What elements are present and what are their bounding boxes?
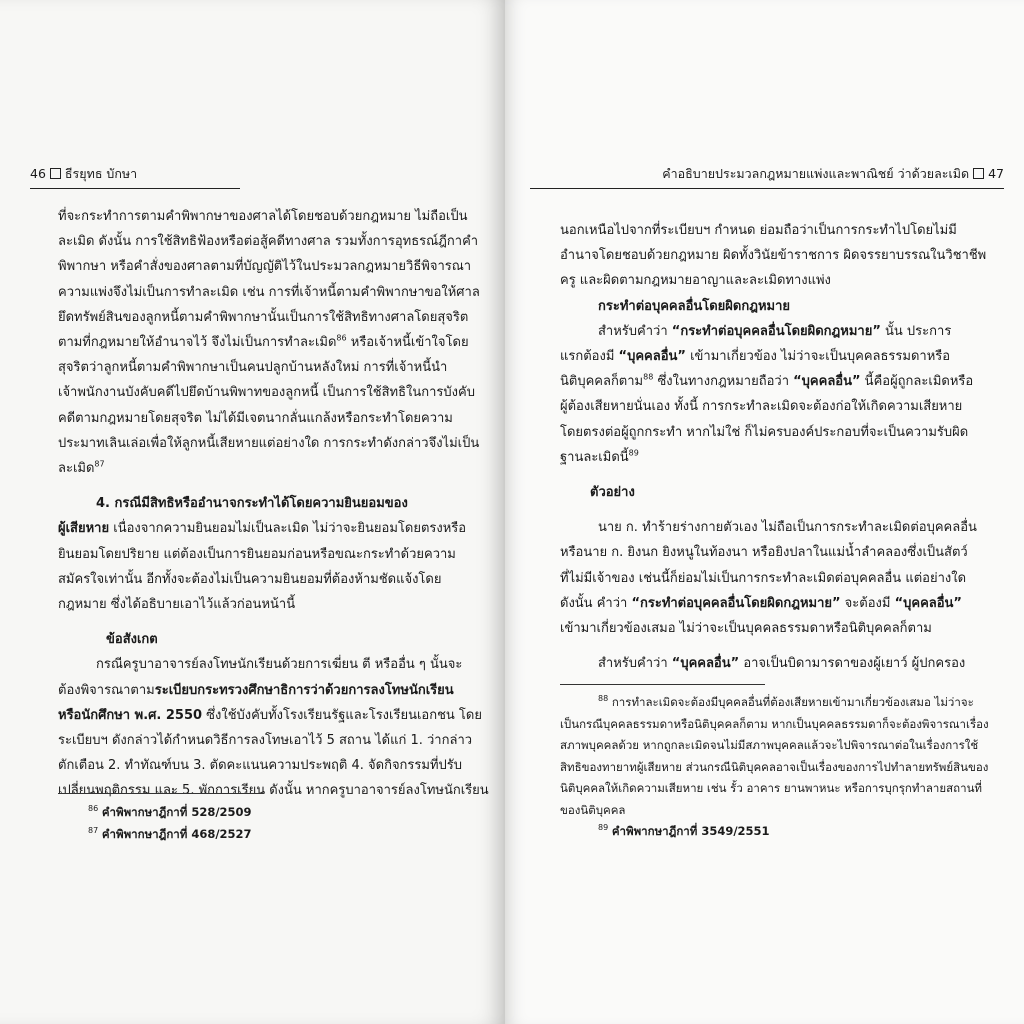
body-line: ฐานละเมิดนี้$^{89}$ [560,448,639,465]
left-running-header [30,164,240,189]
footnote-ref: 88 [643,372,654,382]
right-page-number: 47 [988,166,1004,181]
footnote: $^{89}$ คำพิพากษาฎีกาที่ 3549/2551 [598,823,770,838]
body-line: สำหรับคำว่า “กระทำต่อบุคคลอื่นโดยผิดกฎหมาย” นั้น ประการ [598,323,952,339]
left-body [58,204,499,804]
square-ornament-icon [50,168,61,179]
body-line: ที่ไม่มีเจ้าของ เช่นนี้ก็ย่อมไม่เป็นการกระทำละเมิดต่อบุคคลอื่น แต่อย่างใด [560,570,967,586]
footnote-line: เป็นกรณีบุคคลธรรมดาหรือนิติบุคคลก็ตาม หากเป็นบุคคลธรรมดาก็จะต้องพิจารณาเรื่อง [560,716,989,731]
right-body [560,218,1004,676]
footnote-line: ของนิติบุคคล [560,802,626,817]
body-line: นิติบุคคลก็ตาม$^{88}$ ซึ่งในทางกฎหมายถือว่า “บุคคลอื่น” นี้คือผู้ถูกละเมิดหรือ [560,372,974,390]
body-line: ระเบียบฯ ดังกล่าวได้กำหนดวิธีการลงโทษเอาไว้ 5 สถาน ได้แก่ 1. ว่ากล่าว [58,733,473,749]
footnote: $^{88}$ การทำละเมิดจะต้องมีบุคคลอื่นที่ต้องเสียหายเข้ามาเกี่ยวข้องเสมอ ไม่ว่าจะ [598,694,974,709]
left-page-number: 46 [30,166,46,181]
body-line: ความแพ่งจึงไม่เป็นการทำละเมิด เช่น การที่เจ้าหนี้ตามคำพิพากษาขอให้ศาล [58,284,480,300]
body-line: ยึดทรัพย์สินของลูกหนี้ตามคำพิพากษานั้นเป็นการใช้สิทธิทางศาลโดยสุจริต [58,309,469,325]
left-page [0,0,505,1024]
body-line: กรณีครูบาอาจารย์ลงโทษนักเรียนด้วยการเฆี่ยน ตี หรืออื่น ๆ นั้นจะ [96,657,463,673]
right-running-header [530,164,1004,189]
body-line: ตักเตือน 2. ทำทัณฑ์บน 3. ตัดคะแนนความประพฤติ 4. จัดกิจกรรมที่ปรับ [58,758,463,774]
body-line: นาย ก. ทำร้ายร่างกายตัวเอง ไม่ถือเป็นการกระทำละเมิดต่อบุคคลอื่น [598,520,977,536]
example-heading: ตัวอย่าง [590,485,635,501]
square-ornament-icon [973,168,984,179]
footnote-line: นิติบุคคลให้เกิดความเสียหาย เช่น รั้ว อาคาร ยานพาหนะ หรือการบุกรุกทำลายสถานที่ [560,781,983,795]
body-line: ผู้เสียหาย เนื่องจากความยินยอมไม่เป็นละเมิด ไม่ว่าจะยินยอมโดยตรงหรือ [58,521,467,537]
footnote-ref: 89 [628,448,639,458]
body-line: โดยตรงต่อผู้ถูกกระทำ หากไม่ใช่ ก็ไม่ครบองค์ประกอบที่จะเป็นความรับผิด [560,424,969,440]
body-line: คดีตามกฎหมายโดยสุจริต ไม่ได้มีเจตนากลั่นแกล้งหรือกระทำโดยความ [58,410,453,426]
body-line: หรือนักศึกษา พ.ศ. 2550 ซึ่งใช้บังคับทั้งโรงเรียนรัฐและโรงเรียนเอกชน โดย [58,707,482,723]
footnote-ref: 87 [94,459,105,469]
body-line: ประมาทเลินเล่อเพื่อให้ลูกหนี้เสียหายแต่อย่างใด การกระทำดังกล่าวจึงไม่เป็น [58,435,480,451]
body-line: ต้องพิจารณาตามระเบียบกระทรวงศึกษาธิการว่าด้วยการลงโทษนักเรียน [58,682,454,698]
body-line: ครู และผิดตามกฎหมายอาญาและละเมิดทางแพ่ง [560,273,831,289]
subheading: กระทำต่อบุคคลอื่นโดยผิดกฎหมาย [598,298,791,314]
right-header-title: คำอธิบายประมวลกฎหมายแพ่งและพาณิชย์ ว่าด้วยละเมิด [662,166,970,181]
body-line: สุจริตว่าลูกหนี้ตามคำพิพากษาเป็นคนปลูกบ้านหลังใหม่ การที่เจ้าหนี้นำ [58,360,448,376]
left-header-title: ธีรยุทธ บักษา [64,166,138,181]
body-line: เจ้าพนักงานบังคับคดีไปยึดบ้านพิพาทของลูกหนี้ เป็นการใช้สิทธิในการบังคับ [58,385,475,401]
body-line: ละเมิด ดังนั้น การใช้สิทธิฟ้องหรือต่อสู้คดีทางศาล รวมทั้งการอุทธรณ์ฎีกาคำ [58,234,479,250]
footnote: $^{86}$ คำพิพากษาฎีกาที่ 528/2509 [88,804,252,819]
left-footnotes [88,802,495,845]
body-line: แรกต้องมี “บุคคลอื่น” เข้ามาเกี่ยวข้อง ไม่ว่าจะเป็นบุคคลธรรมดาหรือ [560,349,951,365]
body-line: สมัครใจเท่านั้น อีกทั้งจะต้องไม่เป็นความยินยอมที่ต้องห้ามชัดแจ้งโดย [58,571,442,587]
body-line: ผู้ต้องเสียหายนั่นเอง ทั้งนี้ การกระทำละเมิดจะต้องก่อให้เกิดความเสียหาย [560,399,963,415]
body-line: อำนาจโดยชอบด้วยกฎหมาย ผิดทั้งวินัยข้าราชการ ผิดจรรยาบรรณในวิชาชีพ [560,248,987,264]
body-line: ตามที่กฎหมายให้อำนาจไว้ จึงไม่เป็นการทำละเมิด$^{86}$ หรือเจ้าหนี้เข้าใจโดย [58,333,469,351]
body-line: เปลี่ยนพฤติกรรม และ 5. พักการเรียน ดังนั้น หากครูบาอาจารย์ลงโทษนักเรียน [58,783,489,799]
section-4-heading-cont: ผู้เสียหาย [58,521,110,537]
body-line: พิพากษา หรือคำสั่งของศาลตามที่บัญญัติไว้ในประมวลกฎหมายวิธีพิจารณา [58,259,472,275]
body-line: เข้ามาเกี่ยวข้องเสมอ ไม่ว่าจะเป็นบุคคลธรรมดาหรือนิติบุคคลก็ตาม [560,621,932,637]
footnote-divider [560,684,765,685]
body-line: กฎหมาย ซึ่งได้อธิบายเอาไว้แล้วก่อนหน้านี้ [58,597,296,613]
right-page [505,0,1024,1024]
body-line: นอกเหนือไปจากที่ระเบียบฯ กำหนด ย่อมถือว่าเป็นการกระทำไปโดยไม่มี [560,223,957,238]
right-footnotes [560,692,1004,843]
body-line: ดังนั้น คำว่า “กระทำต่อบุคคลอื่นโดยผิดกฎหมาย” จะต้องมี “บุคคลอื่น” [560,595,962,611]
body-line: ละเมิด$^{87}$ [58,459,105,477]
body-line: ยินยอมโดยปริยาย แต่ต้องเป็นการยินยอมก่อนหรือขณะกระทำด้วยความ [58,546,456,562]
footnote-divider [58,793,263,794]
body-line: สำหรับคำว่า “บุคคลอื่น” อาจเป็นบิดามารดาของผู้เยาว์ ผู้ปกครอง [598,656,966,672]
footnote-line: สิทธิของทายาทผู้เสียหาย ส่วนกรณีนิติบุคคลอาจเป็นเรื่องของการไปทำลายทรัพย์สินของ [560,759,989,774]
footnote: $^{87}$ คำพิพากษาฎีกาที่ 468/2527 [88,825,252,841]
body-line: หรือนาย ก. ยิงนก ยิงหนูในท้องนา หรือยิงปลาในแม่น้ำลำคลองซึ่งเป็นสัตว์ [560,545,968,561]
section-4-heading: 4. กรณีมีสิทธิหรืออำนาจกระทำได้โดยความยินยอมของ [96,496,408,512]
observation-heading: ข้อสังเกต [106,632,158,648]
body-line: ที่จะกระทำการตามคำพิพากษาของศาลได้โดยชอบด้วยกฎหมาย ไม่ถือเป็น [58,209,468,224]
footnote-line: สภาพบุคคลด้วย หากถูกละเมิดจนไม่มีสภาพบุคคลแล้วจะไปพิจารณาต่อในเรื่องการใช้ [560,738,979,752]
footnote-ref: 86 [336,333,347,343]
